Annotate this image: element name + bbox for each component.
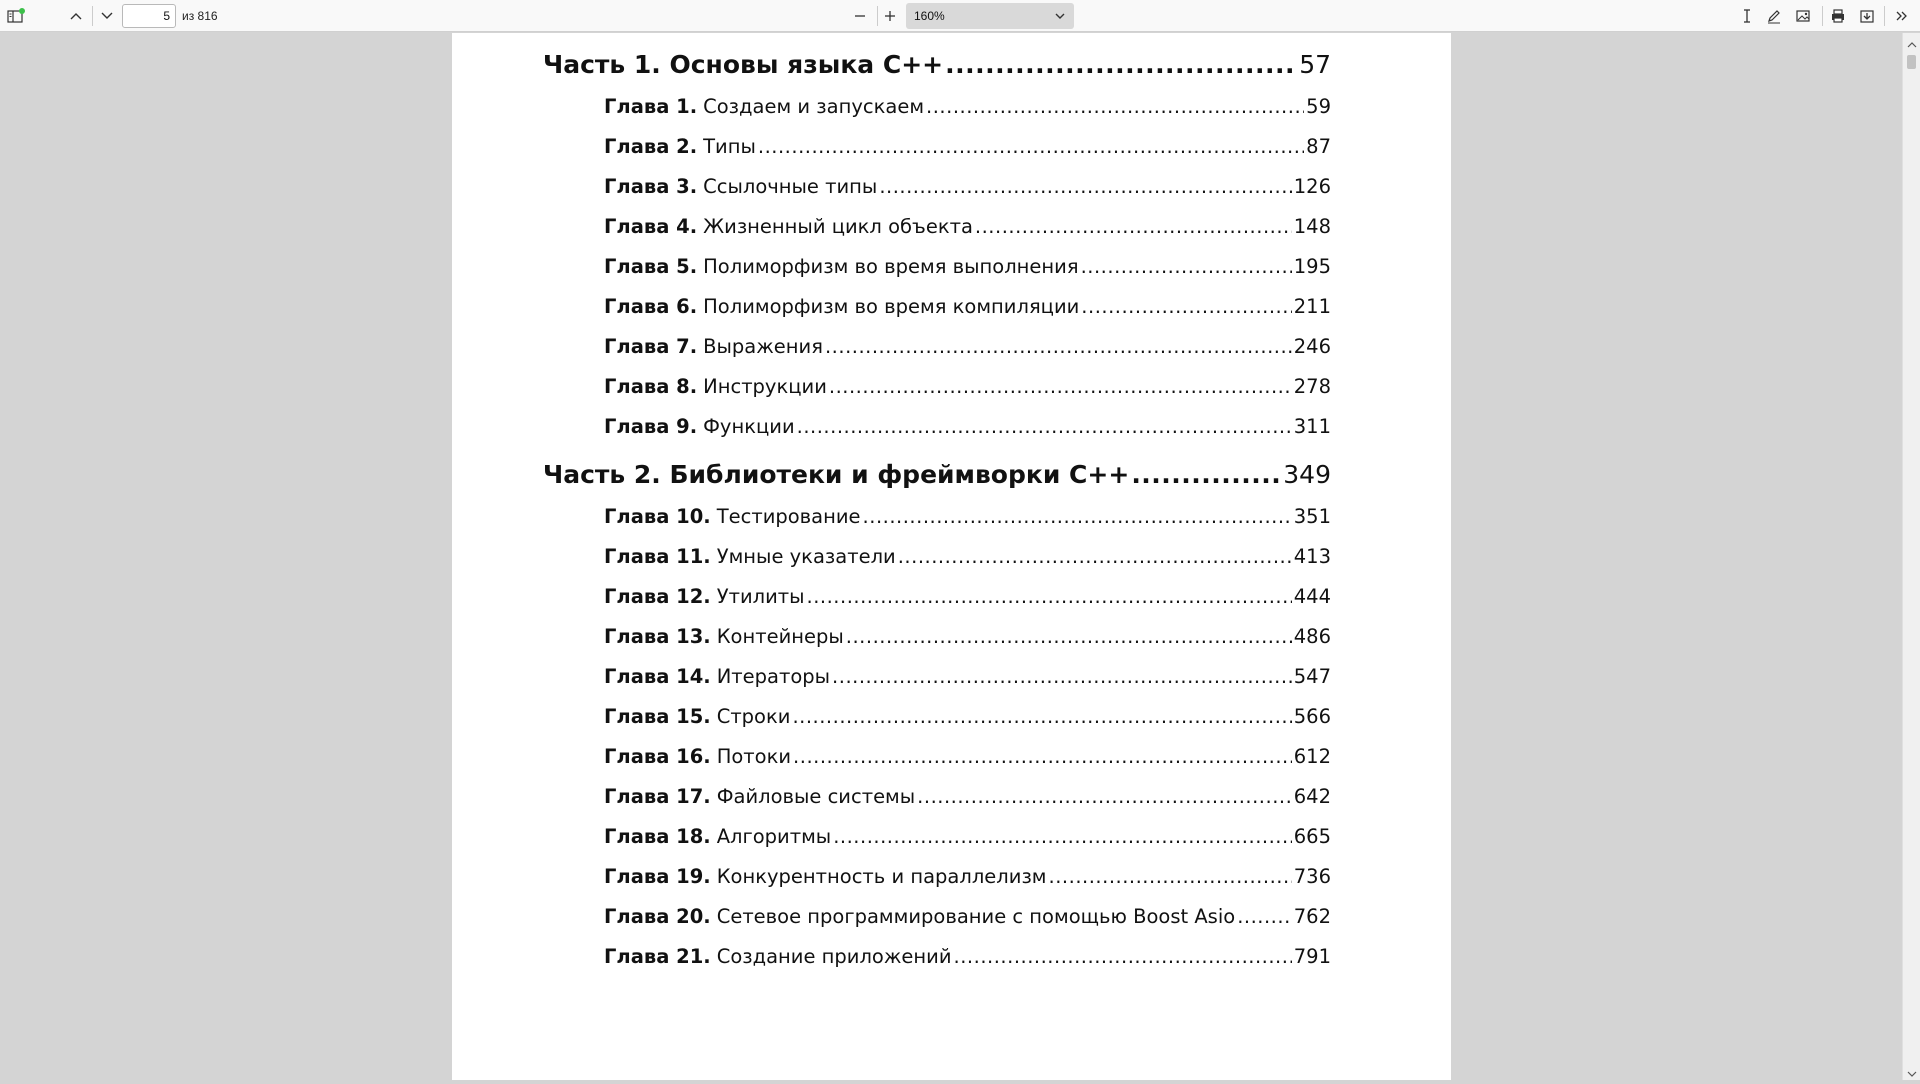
leader-dots [898,545,1292,568]
leader-dots [926,95,1304,118]
chapter-number: Глава 3. [604,175,698,198]
toolbar-separator [1822,6,1823,26]
toc-chapter[interactable] [604,545,1331,568]
chapter-page: 148 [1293,215,1331,238]
leader-dots [829,375,1292,398]
leader-dots [1049,865,1292,888]
leader-dots [797,415,1292,438]
chapter-page: 791 [1293,945,1331,968]
chapter-page: 762 [1293,905,1331,928]
part-title: Часть 1. Основы языка C++ [543,50,944,79]
chapter-number: Глава 1. [604,95,698,118]
part-title: Часть 2. Библиотеки и фреймворки C++ [543,460,1130,489]
leader-dots [793,745,1292,768]
chevron-up-icon[interactable] [64,4,88,28]
chapter-title: Конкурентность и параллелизм [716,865,1047,888]
chapter-page: 278 [1293,375,1331,398]
chapter-number: Глава 11. [604,545,711,568]
chapter-title: Контейнеры [716,625,844,648]
chapter-title: Сетевое программирование с помощью Boost Asio [716,905,1236,928]
toc-chapter[interactable] [604,945,1331,968]
chapter-number: Глава 8. [604,375,698,398]
chapter-page: 59 [1306,95,1331,118]
toc-part[interactable] [543,460,1331,489]
scroll-up-icon[interactable] [1906,36,1918,48]
toc-chapter[interactable] [604,415,1331,438]
zoom-value: 160% [914,9,945,23]
chapter-number: Глава 9. [604,415,698,438]
chapter-page: 126 [1293,175,1331,198]
leader-dots [758,135,1304,158]
leader-dots [954,945,1292,968]
chapter-title: Типы [703,135,756,158]
toc-chapter[interactable] [604,625,1331,648]
chapter-title: Полиморфизм во время компиляции [703,295,1080,318]
chapter-title: Выражения [703,335,823,358]
chapter-number: Глава 15. [604,705,711,728]
page-total-label: из 816 [182,9,218,23]
chapter-page: 736 [1293,865,1331,888]
chapter-title: Инструкции [703,375,827,398]
chapter-page: 665 [1293,825,1331,848]
leader-dots [825,335,1292,358]
text-cursor-icon[interactable] [1735,4,1759,28]
chapter-title: Создаем и запускаем [703,95,925,118]
chapter-page: 413 [1293,545,1331,568]
pdf-toolbar [0,0,1920,32]
toolbar-separator [92,6,93,26]
chapter-page: 547 [1293,665,1331,688]
zoom-in-icon[interactable] [878,4,902,28]
sidebar-toggle-icon[interactable] [4,4,28,28]
vertical-scrollbar[interactable] [1902,33,1920,1080]
chapter-title: Потоки [716,745,792,768]
save-icon[interactable] [1855,4,1879,28]
leader-dots [832,665,1292,688]
chapter-title: Файловые системы [716,785,916,808]
chapter-number: Глава 6. [604,295,698,318]
toc-chapter[interactable] [604,865,1331,888]
leader-dots [863,505,1292,528]
chapter-title: Полиморфизм во время выполнения [703,255,1079,278]
toc-chapter[interactable] [604,505,1331,528]
chapter-number: Глава 18. [604,825,711,848]
toc-chapter[interactable] [604,825,1331,848]
toc-chapter[interactable] [604,95,1331,118]
leader-dots [917,785,1292,808]
chapter-page: 566 [1293,705,1331,728]
leader-dots [846,625,1292,648]
chapter-page: 444 [1293,585,1331,608]
leader-dots [807,585,1292,608]
toc-chapter[interactable] [604,335,1331,358]
chapter-title: Ссылочные типы [703,175,878,198]
chapter-number: Глава 2. [604,135,698,158]
zoom-select[interactable] [906,3,1074,29]
scrollbar-thumb[interactable] [1907,55,1916,69]
toolbar-separator [1884,6,1885,26]
image-icon[interactable] [1791,4,1815,28]
toc-chapter[interactable] [604,745,1331,768]
chapter-title: Итераторы [716,665,831,688]
chapter-page: 486 [1293,625,1331,648]
chapter-number: Глава 16. [604,745,711,768]
chapter-page: 351 [1293,505,1331,528]
chapter-title: Строки [716,705,791,728]
chapter-number: Глава 13. [604,625,711,648]
more-tools-icon[interactable] [1890,4,1914,28]
toc-chapter[interactable] [604,705,1331,728]
leader-dots [1081,295,1291,318]
leader-dots [1237,905,1292,928]
chapter-number: Глава 17. [604,785,711,808]
toc-chapter[interactable] [604,295,1331,318]
chapter-title: Утилиты [716,585,805,608]
toc-chapter[interactable] [604,665,1331,688]
leader-dots [792,705,1291,728]
chapter-number: Глава 7. [604,335,698,358]
chapter-number: Глава 12. [604,585,711,608]
chapter-number: Глава 20. [604,905,711,928]
chapter-page: 211 [1293,295,1331,318]
toc-chapter[interactable] [604,785,1331,808]
scroll-down-icon[interactable] [1906,1065,1918,1077]
chapter-title: Жизненный цикл объекта [703,215,973,238]
chapter-page: 87 [1306,135,1331,158]
chapter-number: Глава 19. [604,865,711,888]
chapter-number: Глава 21. [604,945,711,968]
chapter-title: Создание приложений [716,945,952,968]
leader-dots [1131,460,1281,489]
chapter-title: Функции [703,415,795,438]
draw-icon[interactable] [1762,4,1786,28]
chapter-page: 311 [1293,415,1331,438]
toc-chapter[interactable] [604,175,1331,198]
toc-chapter[interactable] [604,905,1331,928]
leader-dots [1081,255,1292,278]
chapter-number: Глава 5. [604,255,698,278]
chapter-number: Глава 14. [604,665,711,688]
chapter-page: 246 [1293,335,1331,358]
toc-chapter[interactable] [604,585,1331,608]
chevron-down-icon[interactable] [95,4,119,28]
leader-dots [945,50,1297,79]
page-number-input[interactable] [122,4,176,28]
chapter-page: 642 [1293,785,1331,808]
toc-chapter[interactable] [604,135,1331,158]
leader-dots [879,175,1291,198]
chevron-down-icon [1054,8,1066,27]
part-page: 57 [1299,50,1331,79]
chapter-title: Умные указатели [716,545,896,568]
leader-dots [975,215,1292,238]
chapter-title: Тестирование [716,505,861,528]
toc-chapter[interactable] [604,215,1331,238]
print-icon[interactable] [1826,4,1850,28]
part-page: 349 [1283,460,1331,489]
chapter-number: Глава 10. [604,505,711,528]
chapter-page: 612 [1293,745,1331,768]
zoom-out-icon[interactable] [848,4,872,28]
toc-chapter[interactable] [604,255,1331,278]
toc-part[interactable] [543,50,1331,79]
chapter-title: Алгоритмы [716,825,832,848]
toc-chapter[interactable] [604,375,1331,398]
leader-dots [833,825,1292,848]
chapter-page: 195 [1293,255,1331,278]
chapter-number: Глава 4. [604,215,698,238]
